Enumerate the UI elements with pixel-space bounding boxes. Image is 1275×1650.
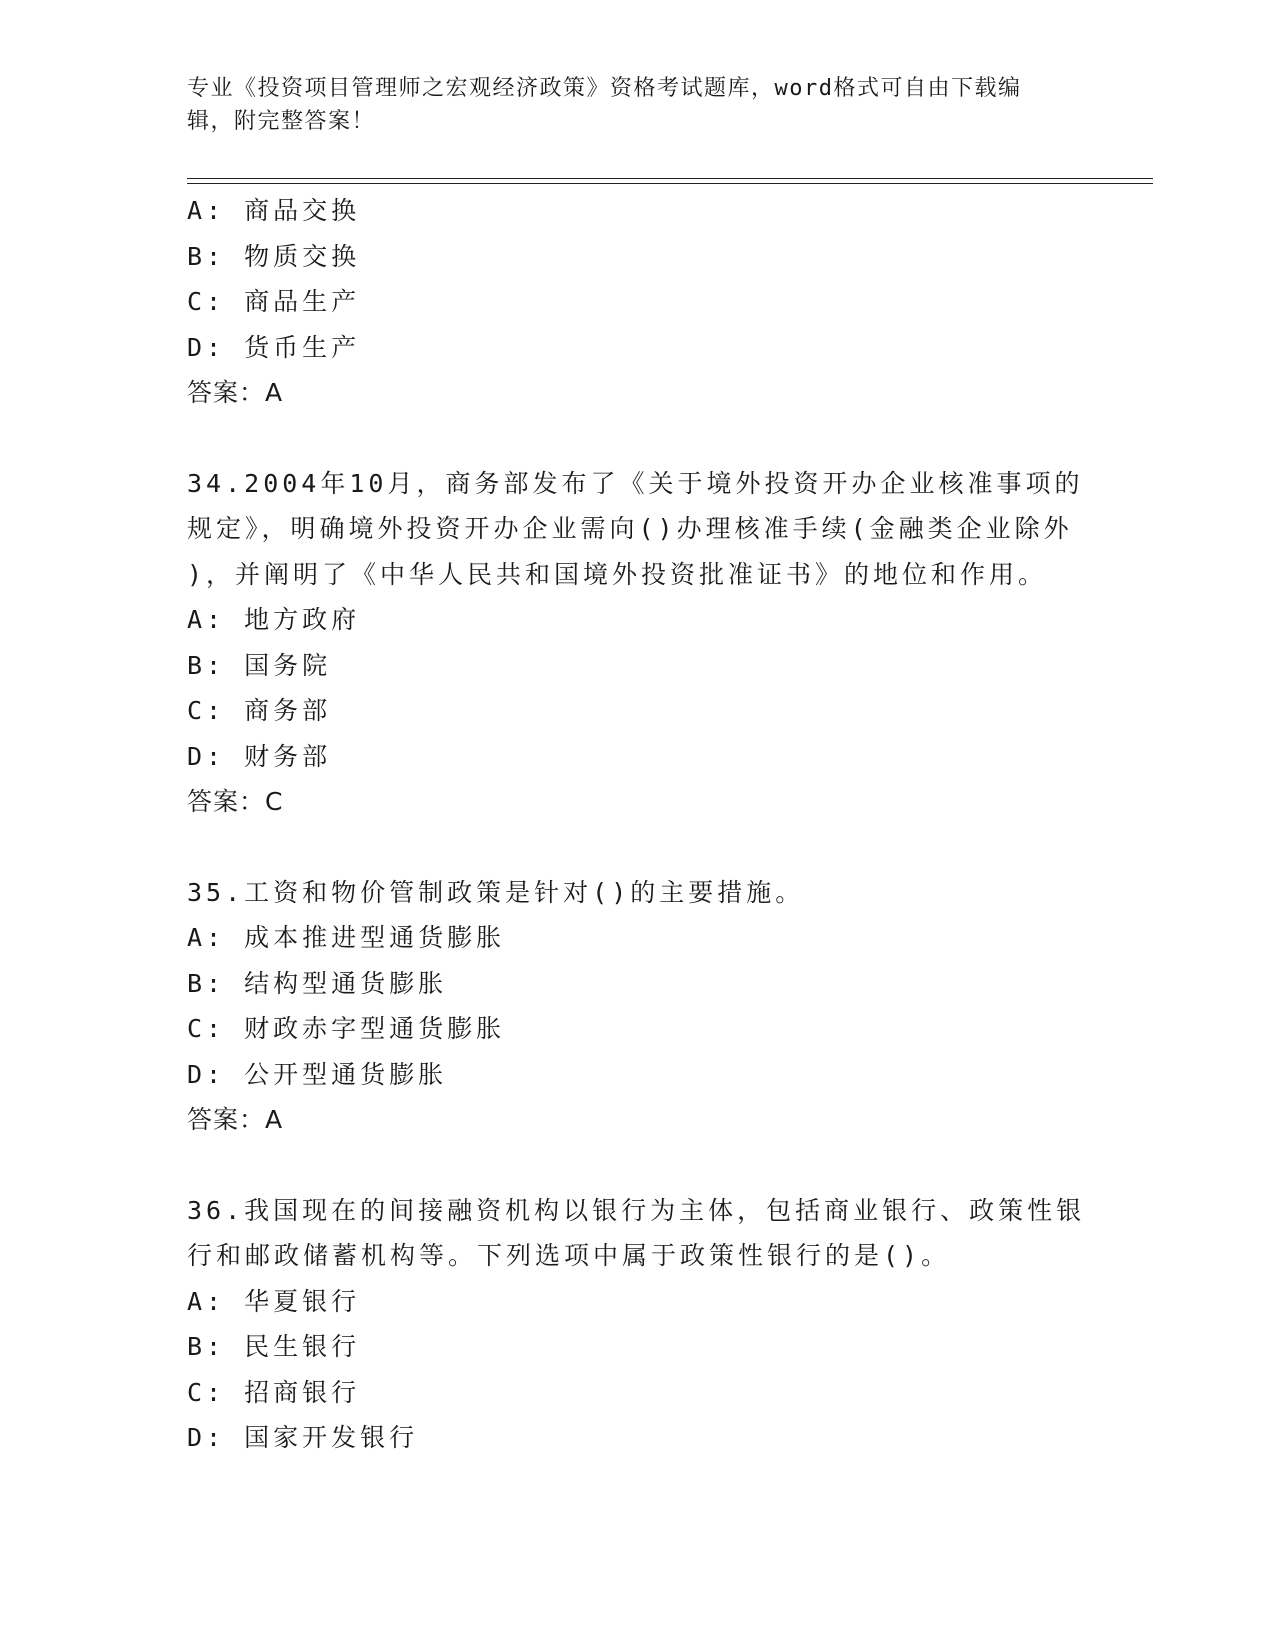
option-d: D: 公开型通货膨胀 xyxy=(187,1059,448,1089)
answer-line: 答案：C xyxy=(187,787,284,816)
option-a: A: 地方政府 xyxy=(187,605,361,634)
option-a: A: 成本推进型通货膨胀 xyxy=(187,923,506,952)
question-block xyxy=(187,870,1087,1143)
question-text-line: 35.工资和物价管制政策是针对()的主要措施。 xyxy=(187,877,805,907)
option-a: A: 华夏银行 xyxy=(187,1286,361,1316)
question-text-line: 36.我国现在的间接融资机构以银行为主体，包括商业银行、政策性银 xyxy=(187,1195,1086,1225)
option-b: B: 物质交换 xyxy=(187,241,361,271)
question-list xyxy=(187,188,1087,1461)
question-block xyxy=(187,461,1087,825)
header-rule-top xyxy=(187,178,1153,179)
option-d: D: 国家开发银行 xyxy=(187,1423,419,1452)
option-b: B: 结构型通货膨胀 xyxy=(187,968,448,998)
option-c: C: 招商银行 xyxy=(187,1377,361,1407)
option-b: B: 民生银行 xyxy=(187,1332,361,1361)
option-c: C: 商务部 xyxy=(187,696,332,725)
option-d: D: 货币生产 xyxy=(187,332,361,362)
answer-line: 答案：A xyxy=(187,378,284,407)
question-text-line: 行和邮政储蓄机构等。下列选项中属于政策性银行的是()。 xyxy=(187,1241,951,1270)
document-header xyxy=(187,72,1067,138)
question-text-line: )，并阐明了《中华人民共和国境外投资批准证书》的地位和作用。 xyxy=(187,559,1048,589)
option-b: B: 国务院 xyxy=(187,650,332,680)
option-c: C: 财政赤字型通货膨胀 xyxy=(187,1014,506,1043)
question-block xyxy=(187,188,1087,416)
answer-line: 答案：A xyxy=(187,1105,284,1134)
header-rule-bottom xyxy=(187,183,1153,184)
header-line-1: 专业《投资项目管理师之宏观经济政策》资格考试题库，word格式可自由下载编 xyxy=(187,76,1022,101)
question-text-line: 34.2004年10月，商务部发布了《关于境外投资开办企业核准事项的 xyxy=(187,468,1084,498)
option-a: A: 商品交换 xyxy=(187,196,361,225)
option-d: D: 财务部 xyxy=(187,741,332,771)
header-line-2: 辑，附完整答案！ xyxy=(187,109,376,134)
option-c: C: 商品生产 xyxy=(187,287,361,316)
question-block xyxy=(187,1188,1087,1461)
question-text-line: 规定》，明确境外投资开办企业需向()办理核准手续(金融类企业除外 xyxy=(187,514,1073,543)
